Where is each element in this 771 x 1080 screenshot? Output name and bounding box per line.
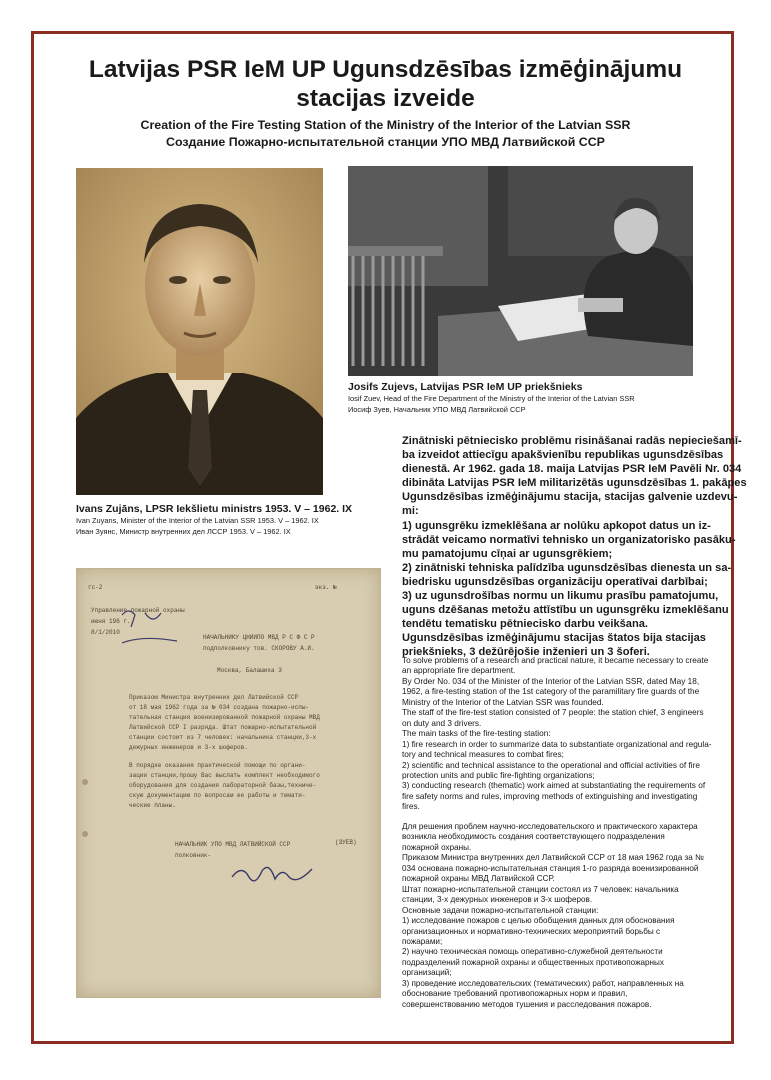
text-line: By Order No. 034 of the Minister of the Interior of the Latvian SSR, dated May 18, <box>402 676 700 686</box>
doc-signature-name: (ЗУЕВ) <box>335 839 357 846</box>
text-line: 1) fire research in order to summarize data to substantiate organizational and regula- <box>402 739 712 749</box>
page-title <box>60 55 711 113</box>
text-line: обоснование требований противопожарных норм и правил, <box>402 989 628 999</box>
doc-sender-line: июня 196 г. <box>91 618 131 625</box>
text-line: 3) uz ugunsdrošības normu un likumu prasību pamatojumu, <box>402 590 719 603</box>
doc-signature-line: НАЧАЛЬНИК УПО МВД ЛАТВИЙСКОЙ ССР <box>175 841 291 848</box>
archival-document <box>76 568 381 998</box>
text-line: пожарной охраны МВД Латвийской ССР. <box>402 874 555 884</box>
handwritten-signature <box>227 859 317 889</box>
text-line: станции, 3-х дежурных инженеров и 3-х шоферов. <box>402 895 593 905</box>
doc-signature-block <box>175 839 290 861</box>
caption-zujevs-latvian: Josifs Zujevs, Latvijas PSR IeM UP priekšnieks <box>348 381 583 393</box>
doc-copy-number: экз. № <box>315 584 337 591</box>
text-line: Ugunsdzēsības izmēģinājumu stacijas štatos bija stacijas <box>402 632 706 645</box>
text-line: dibināta Latvijas PSR IeM militarizētās ugunsdzēsības 1. pakāpes <box>402 477 747 490</box>
doc-body-line: тательная станция военизированной пожарной охраны МВД <box>129 713 320 721</box>
caption-zujans-russian: Иван Зуянс, Министр внутренних дел ЛССР 1953. V – 1962. IX <box>76 526 291 536</box>
text-line: fires. <box>402 802 420 812</box>
text-line: Для решения проблем научно-исследовательского и практического характера <box>402 822 698 831</box>
doc-body-line: скую документацию по вопросам ее работы и темати- <box>129 792 306 800</box>
text-line: To solve problems of a research and practical nature, it became necessary to create <box>402 656 709 665</box>
text-line: tory and technical measures to combat fires; <box>402 750 564 760</box>
caption-zujans-latvian: Ivans Zujāns, LPSR Iekšlietu ministrs 1953. V – 1962. IX <box>76 503 353 515</box>
text-line: организационных и нормативно-технических мероприятий борьбы с <box>402 926 661 936</box>
portrait-photo-zujans <box>76 168 323 495</box>
text-line: 3) проведение исследовательских (тематических) работ, направленных на <box>402 978 684 988</box>
photo-zujevs-at-desk <box>348 166 693 376</box>
punch-hole <box>82 831 88 837</box>
office-image <box>348 166 693 376</box>
text-line: an appropriate fire department. <box>402 666 516 676</box>
caption-zujevs-english: Iosif Zuev, Head of the Fire Department of the Ministry of the Interior of the Latvian SSR <box>348 394 635 403</box>
subtitle-russian: Создание Пожарно-испытательной станции УПО МВД Латвийской ССР <box>166 135 605 149</box>
doc-body-line: дежурных инженеров и 3-х шоферов. <box>129 743 248 751</box>
text-line: protection units and public fire-fighting organizations; <box>402 770 595 780</box>
text-line: dienestā. Ar 1962. gada 18. maija Latvijas PSR IeM Pavēli Nr. 034 <box>402 463 742 476</box>
doc-city: Москва, Балашиха 3 <box>217 667 282 674</box>
text-latvian <box>402 434 747 660</box>
text-line: on duty and 3 drivers. <box>402 718 482 728</box>
text-line: The staff of the fire-test station consisted of 7 people: the station chief, 3 engineers <box>402 708 704 718</box>
doc-addressee-line: подполковнику тов. СКОРОВУ А.И. <box>203 645 315 652</box>
doc-body-line: ческие планы. <box>129 802 176 810</box>
text-line: priekšnieks, 3 dežūrējošie inženieri un 3 šoferi. <box>402 646 650 659</box>
text-line: uguns dzēšanas metožu attīstību un ugunsgrēku izmeklēšanu <box>402 604 729 617</box>
doc-addressee-line: НАЧАЛЬНИКУ ЦНИИПО МВД Р С Ф С Р <box>203 634 315 641</box>
doc-sender-line: Управление пожарной охраны <box>91 607 185 614</box>
caption-zujans-english: Ivan Zuyans, Minister of the Interior of the Latvian SSR 1953. V – 1962. IX <box>76 516 319 525</box>
doc-form-number: гс-2 <box>88 584 103 591</box>
doc-body-line: зации станции,прошу Вас выслать комплект необходимого <box>129 772 320 780</box>
doc-body-line: от 18 мая 1962 года за № 034 создана пожарно-испы- <box>129 703 310 711</box>
text-line: Ugunsdzēsības izmēģinājumu stacija, stacijas galvenie uzdevu- <box>402 491 738 504</box>
text-line: Основные задачи пожарно-испытательной станции: <box>402 905 599 915</box>
text-line: совершенствованию методов тушения и расследования пожаров. <box>402 999 652 1009</box>
text-line: mu pamatojumu cīņai ar ugunsgrēkiem; <box>402 547 613 560</box>
text-line: пожарами; <box>402 936 443 946</box>
text-line: The main tasks of the fire-testing station: <box>402 729 551 739</box>
text-english <box>402 656 712 813</box>
text-line: 034 основана пожарно-испытательная станция 1-го разряда военизированной <box>402 863 699 873</box>
title-line-2: stacijas izveide <box>296 85 475 112</box>
text-line: 1) исследование пожаров с целью обобщения данных для обоснования <box>402 916 675 926</box>
text-line: организаций; <box>402 968 452 978</box>
text-line: 1) ugunsgrēku izmeklēšana ar nolūku apkopot datus un iz- <box>402 519 711 532</box>
text-line: tendētu tematisku pētniecisko darbu veikšana. <box>402 618 648 631</box>
doc-body <box>129 693 320 811</box>
caption-zujevs-russian: Иосиф Зуев, Начальник УПО МВД Латвийской ССР <box>348 404 526 414</box>
doc-sender-line: 8/1/2010 <box>91 629 120 636</box>
text-line: 2) scientific and technical assistance to the operational and official activities of fire <box>402 760 700 770</box>
text-line: 2) zinātniski tehniska palīdzība ugunsdzēsības dienesta un sa- <box>402 561 732 574</box>
doc-addressee <box>203 632 315 654</box>
text-russian <box>402 822 704 1010</box>
doc-body-line: оборудования для создания лабораторной базы,техниче- <box>129 782 317 790</box>
doc-body-line: Латвийской ССР I разряда. Штат пожарно-испытательной <box>129 723 317 731</box>
doc-body-line: Приказом Министра внутренних дел Латвийской ССР <box>129 694 299 701</box>
text-line: biedrisku ugunsdzēsības organizāciju operatīvai darbībai; <box>402 575 708 588</box>
text-line: пожарной охраны. <box>402 842 472 852</box>
text-line: Штат пожарно-испытательной станции состоял из 7 человек: начальника <box>402 884 679 894</box>
text-line: подразделений пожарной охраны и общественных противопожарных <box>402 957 664 967</box>
title-line-1: Latvijas PSR IeM UP Ugunsdzēsības izmēģinājumu <box>88 56 683 83</box>
text-line: Ministry of the Interior of the Latvian SSR was founded. <box>402 697 604 707</box>
text-line: mi: <box>402 505 419 518</box>
text-line: возникла необходимость создания соответствующего подразделения <box>402 832 665 842</box>
text-line: Приказом Министра внутренних дел Латвийской ССР от 18 мая 1962 года за № <box>402 853 704 863</box>
text-line: Zinātniski pētniecisko problēmu risināšanai radās nepieciešamī- <box>402 435 742 447</box>
portrait-image <box>76 168 323 495</box>
punch-hole <box>82 779 88 785</box>
text-line: ba izveidot attiecīgu apakšvienību republikas ugunsdzēsības <box>402 449 724 462</box>
text-line: fire safety norms and rules, improving methods of extinguishing and investigating <box>402 791 698 801</box>
doc-body-line: В порядке оказания практической помощи по органи- <box>129 762 306 770</box>
handwritten-date-mark <box>117 605 197 655</box>
doc-signature-line: полковник- <box>175 852 212 859</box>
subtitle-english: Creation of the Fire Testing Station of the Ministry of the Interior of the Latvian SSR <box>140 118 631 132</box>
text-line: 2) научно техническая помощь оперативно-служебной деятельности <box>402 947 663 957</box>
doc-body-line: станции состоит из 7 человек: начальника станции,3-х <box>129 733 317 741</box>
text-line: strādāt veicamo normatīvi tehnisko un organizatorisko pasāku- <box>402 533 736 546</box>
text-line: 3) conducting research (thematic) work aimed at substantiating the requirements of <box>402 781 706 791</box>
text-line: 1962, a fire-testing station of the 1st category of the paramilitary fire guards of the <box>402 687 700 697</box>
